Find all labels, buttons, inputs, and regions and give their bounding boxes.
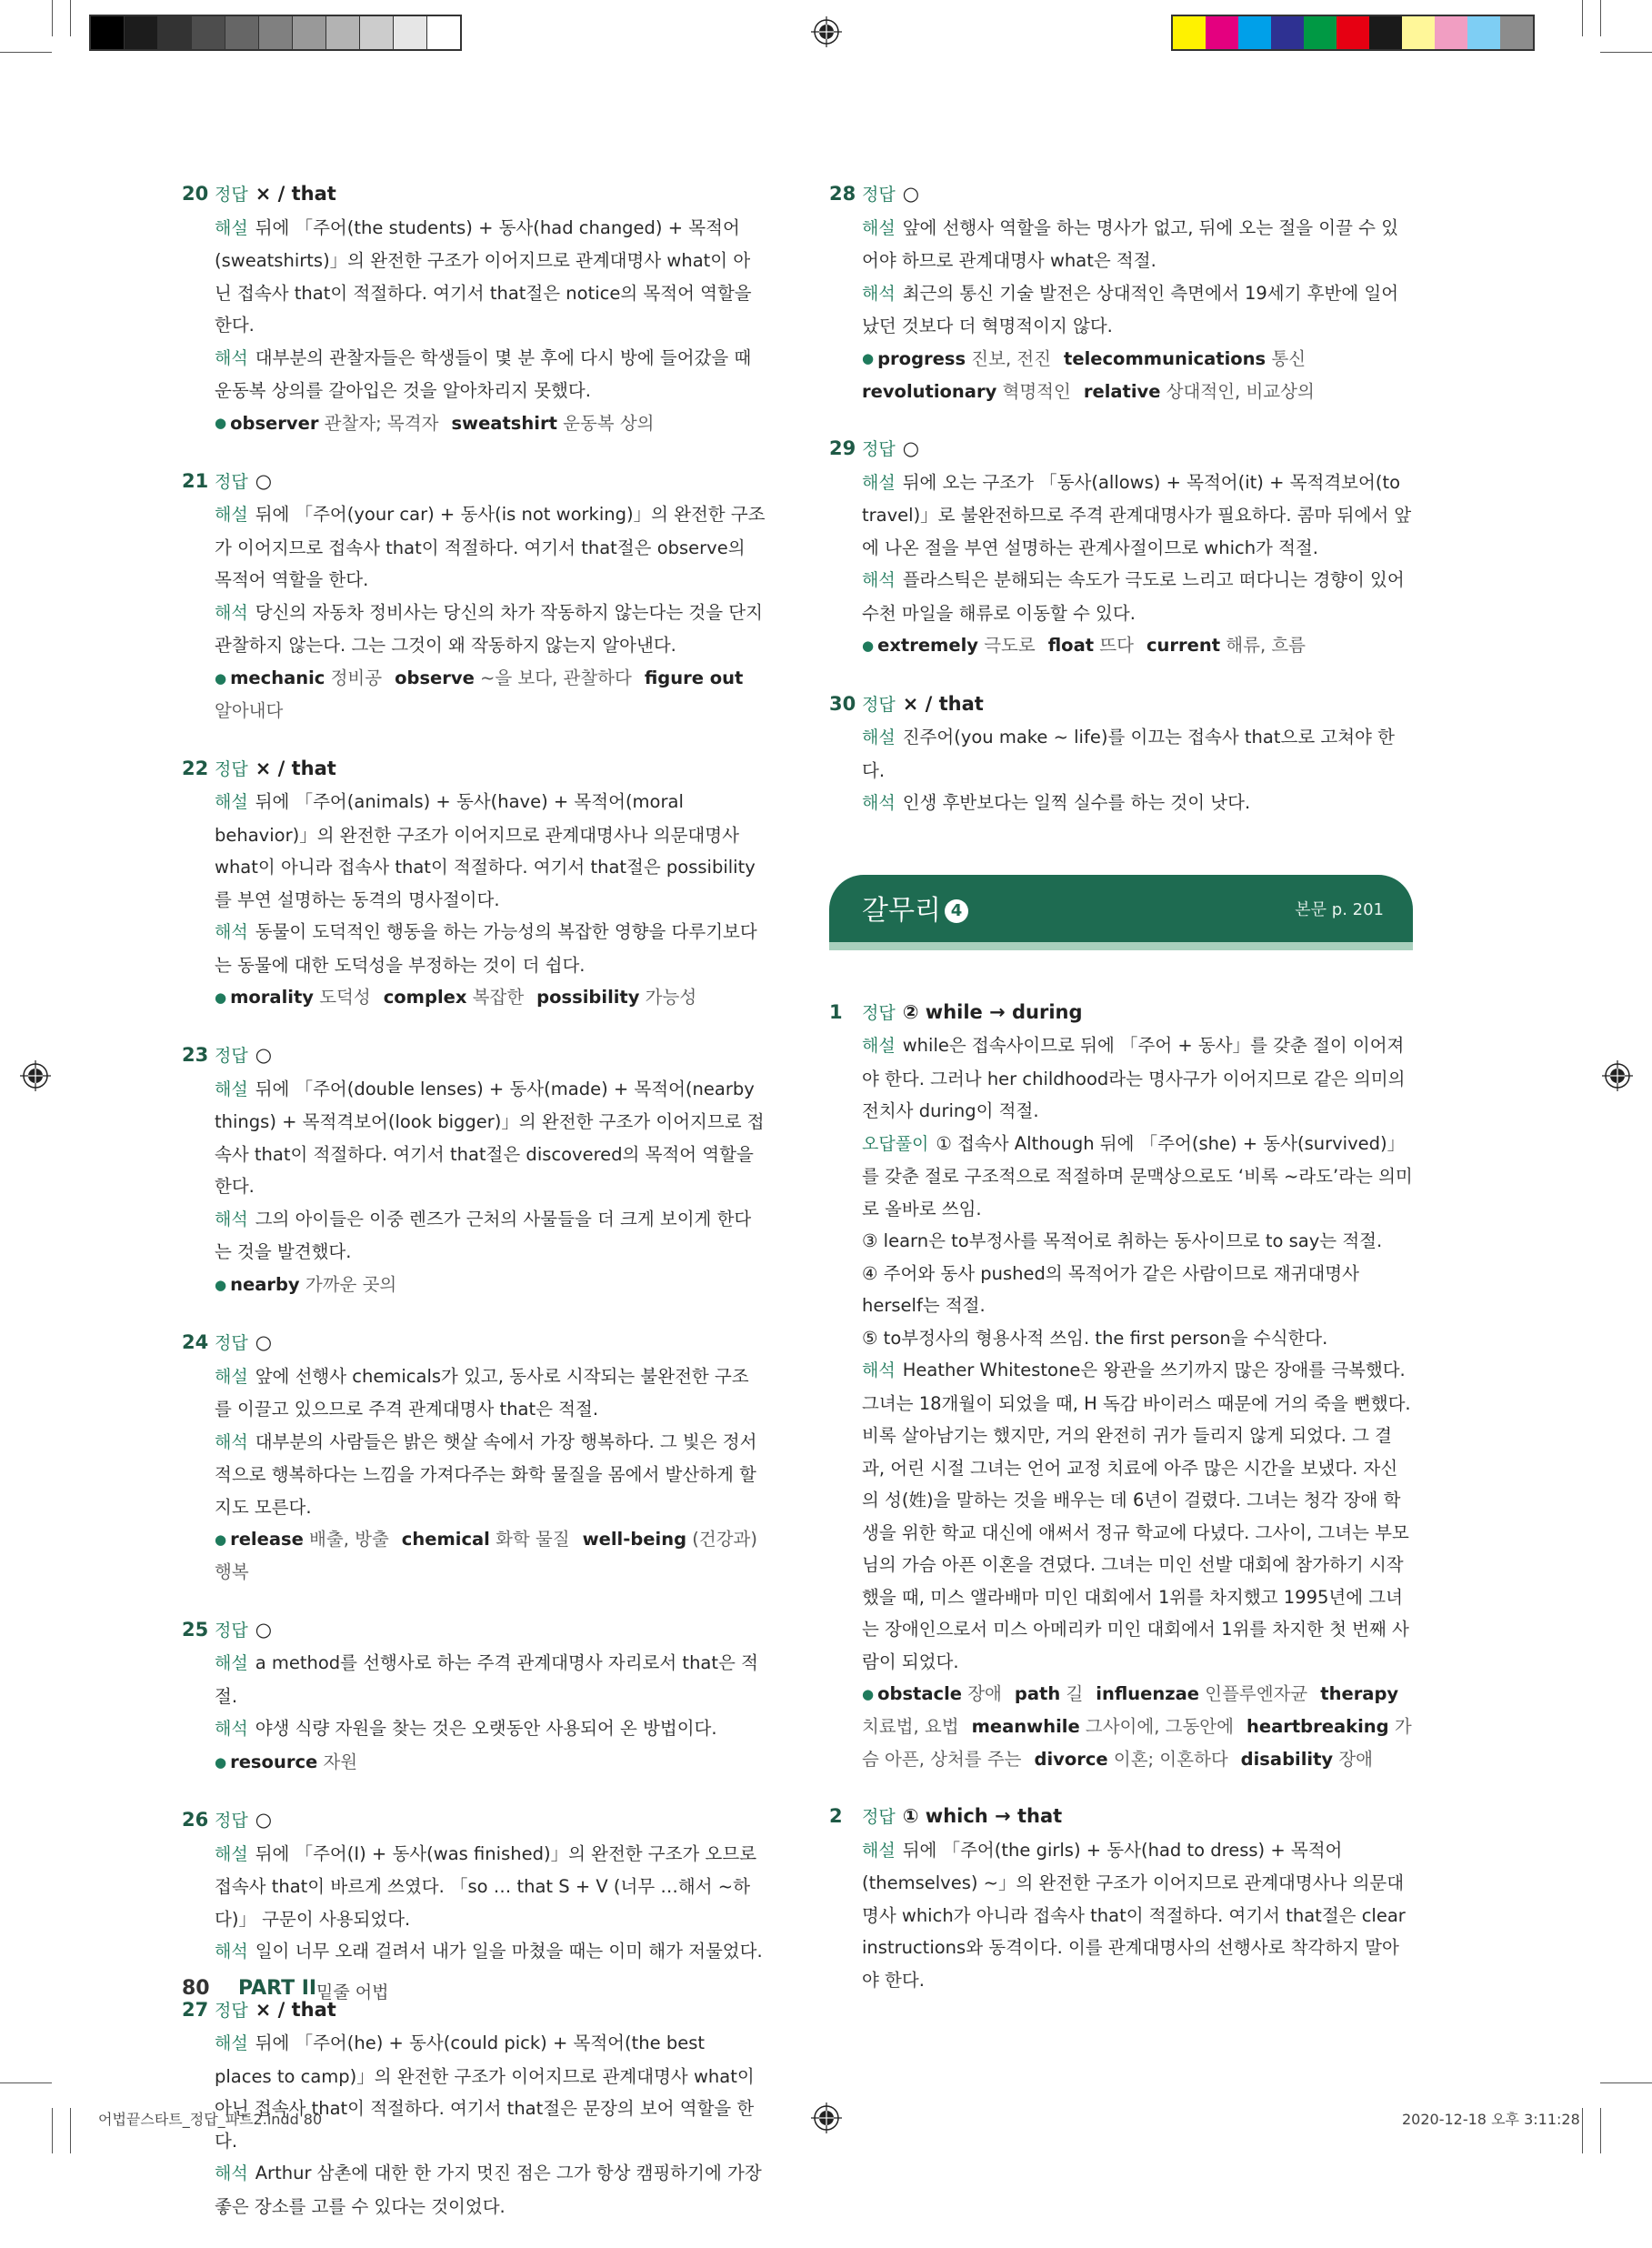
crop-mark <box>70 2108 71 2153</box>
vocab-gloss: 상대적인, 비교상의 <box>1166 380 1315 402</box>
answer-value: ○ <box>902 437 920 460</box>
translation-text: 인생 후반보다는 일찍 실수를 하는 것이 낫다. <box>902 792 1251 813</box>
explanation-label: 해설 <box>215 2033 248 2053</box>
vocab-gloss: 장애 <box>967 1683 1002 1704</box>
explanation-label: 해설 <box>862 1036 896 1056</box>
answer-value: ○ <box>255 1809 273 1831</box>
vocab-word: morality <box>230 987 314 1008</box>
answer-label: 정답 <box>862 1807 896 1828</box>
crop-mark <box>1582 2108 1583 2153</box>
vocab-word: heartbreaking <box>1246 1716 1389 1738</box>
explanation-text: 뒤에 「주어(animals) + 동사(have) + 목적어(moral behavior)」의 완전한 구조가 이어지므로 관계대명사나 의문대명사 what이 아니라 접속사 that이 적절하다. 여기서 that절은 possibility를 부연 설명하는 동격의 명사절이다. <box>215 791 756 910</box>
page-number: 80 <box>182 1977 210 2000</box>
explanation <box>215 786 766 916</box>
review-list <box>829 997 1413 1997</box>
answer-line <box>862 688 1413 722</box>
crop-mark <box>1600 0 1601 36</box>
vocabulary-list <box>862 1678 1413 1775</box>
translation-label: 해석 <box>862 1360 896 1380</box>
vocabulary-list <box>215 981 766 1014</box>
crop-mark <box>1582 0 1583 36</box>
translation-label: 해석 <box>215 602 248 623</box>
wrong-answer-text: ④ 주어와 동사 pushed의 목적어가 같은 사람이므로 재귀대명사 herself는 적절. <box>862 1262 1359 1316</box>
answer-line <box>215 1327 766 1360</box>
wrong-answer-text: ⑤ to부정사의 형용사적 쓰임. the first person을 수식한다. <box>862 1327 1328 1349</box>
wrong-answer-text: ① 접속사 Although 뒤에 「주어(she) + 동사(survived)」를 갖춘 절로 구조적으로 적절하며 문맥상으로도 ‘비록 ~라도’라는 의미로 올바로 쓰임. <box>862 1132 1413 1219</box>
crop-mark <box>1600 2082 1652 2083</box>
vocab-word: float <box>1047 635 1095 657</box>
vocab-word: nearby <box>230 1273 300 1295</box>
left-column <box>182 178 766 2248</box>
answer-label: 정답 <box>215 758 248 779</box>
answer-label: 정답 <box>215 1046 248 1067</box>
crop-mark <box>52 2108 53 2153</box>
vocab-word: path <box>1014 1683 1061 1704</box>
process-color-bar <box>1171 15 1535 51</box>
translation <box>862 787 1413 820</box>
answer-value: ○ <box>255 1618 273 1641</box>
translation-text: 야생 식량 자원을 찾는 것은 오랫동안 사용되어 온 방법이다. <box>255 1718 717 1740</box>
explanation-label: 해설 <box>215 1843 248 1864</box>
vocab-gloss: 이혼; 이혼하다 <box>1113 1748 1228 1770</box>
vocab-word: extremely <box>877 635 978 657</box>
answer-label: 정답 <box>862 694 896 715</box>
translation <box>862 277 1413 343</box>
answer-item <box>829 688 1413 820</box>
explanation <box>215 2027 766 2157</box>
answer-line <box>862 433 1413 467</box>
explanation-label: 해설 <box>862 728 896 748</box>
translation <box>215 597 766 662</box>
translation-label: 해석 <box>215 1719 248 1740</box>
vocab-gloss: 치료법, 요법 <box>862 1716 959 1738</box>
item-number: 27 <box>182 1998 209 2021</box>
translation <box>215 1203 766 1269</box>
color-swatch <box>1238 16 1271 49</box>
vocab-gloss: 혁명적인 <box>1002 380 1071 402</box>
answer-item <box>182 753 766 1015</box>
item-number: 30 <box>829 692 856 715</box>
vocabulary-list <box>215 407 766 440</box>
vocab-gloss: 가능성 <box>645 987 697 1008</box>
explanation <box>862 467 1413 565</box>
translation-text: 플라스틱은 분해되는 속도가 극도로 느리고 떠다니는 경향이 있어 수천 마일을 해류로 이동할 수 있다. <box>862 569 1405 624</box>
explanation <box>862 1029 1413 1128</box>
color-swatch <box>360 16 394 49</box>
vocab-gloss: 진보, 전진 <box>971 347 1052 369</box>
translation <box>215 1935 766 1969</box>
answer-value: × / that <box>255 1998 336 2021</box>
vocab-word: resource <box>230 1751 318 1772</box>
item-number: 29 <box>829 437 856 460</box>
answer-label: 정답 <box>862 439 896 460</box>
explanation-text: 앞에 선행사 역할을 하는 명사가 없고, 뒤에 오는 절을 이끌 수 있어야 하므로 관계대명사 what은 적절. <box>862 216 1399 271</box>
bullet-icon: ● <box>862 1685 875 1702</box>
bullet-icon: ● <box>862 350 875 367</box>
wrong-answer-note <box>862 1225 1413 1258</box>
vocab-gloss: 극도로 <box>984 635 1036 657</box>
vocab-gloss: 배출, 방출 <box>309 1529 389 1550</box>
crop-mark <box>1600 2108 1601 2153</box>
translation-text: 대부분의 관찰자들은 학생들이 몇 분 후에 다시 방에 들어갔을 때 운동복 상의를 갈아입은 것을 알아차리지 못했다. <box>215 346 752 401</box>
answer-line <box>862 1801 1413 1834</box>
answer-item <box>829 178 1413 407</box>
translation-text: Heather Whitestone은 왕관을 쓰기까지 많은 장애를 극복했다. 그녀는 18개월이 되었을 때, H 독감 바이러스 때문에 거의 죽을 뻔했다. 비록 살아남기는 했지만, 거의 완전히 귀가 들리지 않게 되었다. 그 결과, 어린 시절 그녀는 언어 교정 치료에 아주 많은 시간을 보냈다. 자신의 성(姓)을 말하는 것을 배우는 데 6년이 걸렸다. 그녀는 청각 장애 학생을 위한 학교 대신에 애써서 정규 학교에 다녔다. 그사이, 그녀는 부모님의 가슴 아픈 이혼을 견뎠다. 그녀는 미인 선발 대회에 참가하기 시작했을 때, 미스 앨라배마 미인 대회에서 1위를 차지했고 1995년에 그녀는 장애인으로서 미스 아메리카 미인 대회에서 1위를 차지한 첫 번째 사람이 되었다. <box>862 1360 1411 1672</box>
translation-text: 대부분의 사람들은 밝은 햇살 속에서 가장 행복하다. 그 빛은 정서적으로 행복하다는 느낌을 가져다주는 화학 물질을 몸에서 발산하게 할지도 모른다. <box>215 1430 757 1518</box>
item-number: 28 <box>829 183 856 205</box>
color-swatch <box>125 16 158 49</box>
wrong-answer-text: ③ learn은 to부정사를 목적어로 취하는 동사이므로 to say는 적절. <box>862 1230 1383 1251</box>
color-swatch <box>192 16 225 49</box>
answer-label: 정답 <box>215 2000 248 2021</box>
answer-label: 정답 <box>862 185 896 205</box>
item-number: 20 <box>182 183 209 205</box>
item-number: 22 <box>182 757 209 779</box>
answer-line <box>862 997 1413 1030</box>
answer-line <box>215 1804 766 1838</box>
explanation-text: 앞에 선행사 chemicals가 있고, 동사로 시작되는 불완전한 구조를 이끌고 있으므로 주격 관계대명사 that은 적절. <box>215 1365 749 1420</box>
translation-label: 해석 <box>215 922 248 942</box>
vocab-word: possibility <box>536 987 640 1008</box>
answer-label: 정답 <box>215 1811 248 1831</box>
explanation <box>215 498 766 597</box>
answer-item <box>829 1801 1413 1996</box>
answer-item <box>829 997 1413 1776</box>
answer-value: ① which → that <box>902 1805 1063 1828</box>
explanation <box>215 1073 766 1203</box>
explanation <box>215 212 766 342</box>
translation-label: 해석 <box>215 1942 248 1962</box>
slug-date: 2020-12-18 오후 3:11:28 <box>1402 2111 1580 2128</box>
color-swatch <box>158 16 192 49</box>
vocab-gloss: 화학 물질 <box>496 1529 570 1550</box>
grayscale-color-bar <box>89 15 462 51</box>
translation <box>862 564 1413 629</box>
vocabulary-list <box>215 1269 766 1301</box>
translation <box>215 1426 766 1524</box>
vocab-word: mechanic <box>230 667 325 688</box>
answer-item <box>829 433 1413 662</box>
answer-label: 정답 <box>862 1002 896 1023</box>
answer-label: 정답 <box>215 1333 248 1353</box>
vocab-word: obstacle <box>877 1683 963 1704</box>
vocab-gloss: 도덕성 <box>319 987 371 1008</box>
item-number: 1 <box>829 1000 843 1023</box>
color-swatch <box>259 16 293 49</box>
vocabulary-list <box>215 662 766 728</box>
vocab-word: figure out <box>644 667 744 688</box>
translation-text: 일이 너무 오래 걸려서 내가 일을 마쳤을 때는 이미 해가 저물었다. <box>255 1941 763 1962</box>
answer-line <box>215 1039 766 1073</box>
answer-label: 정답 <box>215 1620 248 1641</box>
translation <box>215 916 766 981</box>
vocab-gloss: 관찰자; 목격자 <box>324 412 439 434</box>
part-subtitle: 밑줄 어법 <box>316 1982 389 2002</box>
item-number: 2 <box>829 1805 843 1828</box>
vocab-word: sweatshirt <box>451 412 557 434</box>
answer-item <box>182 1804 766 1969</box>
bullet-icon: ● <box>862 637 875 654</box>
banner-underline <box>829 942 1413 950</box>
bullet-icon: ● <box>215 989 227 1006</box>
vocab-gloss: 길 <box>1066 1683 1084 1704</box>
explanation-label: 해설 <box>862 1840 896 1861</box>
answer-item <box>182 178 766 440</box>
vocab-gloss: 운동복 상의 <box>563 412 655 434</box>
answer-item <box>182 1327 766 1589</box>
color-swatch <box>1206 16 1238 49</box>
explanation-label: 해설 <box>215 505 248 526</box>
explanation-text: 뒤에 「주어(I) + 동사(was finished)」의 완전한 구조가 오므로 접속사 that이 바르게 쓰였다. 「so … that S + V (너무 …해서 ~하다)」 구문이 사용되었다. <box>215 1842 757 1930</box>
translation-label: 해석 <box>215 2163 248 2183</box>
color-swatch <box>91 16 125 49</box>
explanation-text: a method를 선행사로 하는 주격 관계대명사 자리로서 that은 적절. <box>215 1652 758 1707</box>
vocab-gloss: 통신 <box>1271 347 1307 369</box>
wrong-answer-note <box>862 1258 1413 1322</box>
vocab-word: observe <box>395 667 475 688</box>
explanation-label: 해설 <box>862 217 896 238</box>
banner-page-ref: 본문 p. 201 <box>1295 899 1384 919</box>
answer-label: 정답 <box>215 185 248 205</box>
vocab-word: observer <box>230 412 319 434</box>
explanation <box>215 1647 766 1712</box>
vocab-gloss: 가슴 아픈, 상처를 주는 <box>862 1716 1412 1770</box>
crop-mark <box>52 0 53 36</box>
wrong-answer-note <box>862 1322 1413 1355</box>
vocab-gloss: 정비공 <box>330 667 383 688</box>
registration-mark-icon <box>811 16 842 47</box>
vocab-gloss: 그사이에, 그동안에 <box>1085 1716 1234 1738</box>
explanation <box>862 212 1413 277</box>
vocabulary-list <box>862 343 1413 408</box>
color-swatch <box>1500 16 1533 49</box>
explanation-text: 뒤에 「주어(he) + 동사(could pick) + 목적어(the best places to camp)」의 완전한 구조가 이어지므로 관계대명사 what이 아닌 접속사 that이 적절하다. 여기서 that절은 문장의 보어 역할을 한다. <box>215 2032 755 2152</box>
answer-list <box>829 178 1413 820</box>
explanation <box>215 1360 766 1426</box>
translation-label: 해석 <box>862 793 896 813</box>
vocab-gloss: 자원 <box>323 1751 358 1772</box>
bullet-icon: ● <box>215 669 227 687</box>
answer-item <box>182 1039 766 1301</box>
item-number: 23 <box>182 1044 209 1067</box>
explanation-label: 해설 <box>215 1366 248 1387</box>
answer-value: ○ <box>255 1044 273 1067</box>
vocab-word: chemical <box>401 1529 490 1550</box>
explanation-label: 해설 <box>215 1079 248 1099</box>
explanation-label: 해설 <box>215 217 248 238</box>
vocab-word: relative <box>1083 380 1161 402</box>
explanation-label: 해설 <box>215 792 248 812</box>
explanation-text: 뒤에 「주어(double lenses) + 동사(made) + 목적어(nearby things) + 목적격보어(look bigger)」의 완전한 구조가 이어지므로 접속사 that이 적절하다. 여기서 that절은 discovered의 목적어 역할을 한다. <box>215 1078 765 1198</box>
banner-number-badge: 4 <box>945 899 968 923</box>
vocabulary-list <box>862 629 1413 662</box>
answer-item <box>182 466 766 728</box>
explanation-label: 해설 <box>862 472 896 493</box>
explanation <box>215 1838 766 1936</box>
answer-value: ○ <box>255 1331 273 1353</box>
answer-value: × / that <box>255 757 336 779</box>
vocab-gloss: 가까운 곳의 <box>305 1273 397 1295</box>
vocab-word: current <box>1146 635 1221 657</box>
vocabulary-list <box>215 1746 766 1779</box>
translation <box>215 1712 766 1746</box>
vocab-word: revolutionary <box>862 380 997 402</box>
vocabulary-list <box>215 1523 766 1589</box>
answer-value: ② while → during <box>902 1000 1083 1023</box>
vocab-word: telecommunications <box>1064 347 1267 369</box>
color-swatch <box>225 16 259 49</box>
translation <box>862 1354 1413 1678</box>
explanation-label: 해설 <box>215 1653 248 1674</box>
answer-label: 정답 <box>215 471 248 492</box>
registration-mark-icon <box>20 1060 51 1091</box>
crop-mark <box>70 0 71 36</box>
vocab-word: meanwhile <box>971 1716 1080 1738</box>
registration-mark-icon <box>811 2102 842 2133</box>
color-swatch <box>394 16 427 49</box>
explanation <box>862 721 1413 787</box>
translation <box>215 2157 766 2223</box>
vocab-word: divorce <box>1034 1748 1108 1770</box>
explanation-text: 뒤에 오는 구조가 「동사(allows) + 목적어(it) + 목적격보어(to travel)」로 불완전하므로 주격 관계대명사가 필요하다. 콤마 뒤에서 앞에 나온 절을 부연 설명하는 관계사절이므로 which가 적절. <box>862 471 1412 558</box>
banner-title <box>862 888 968 928</box>
wrong-answer-note <box>862 1128 1413 1226</box>
bullet-icon: ● <box>215 415 227 432</box>
right-column <box>829 178 1413 2022</box>
vocab-gloss: 인플루엔자균 <box>1205 1683 1308 1704</box>
color-swatch <box>1271 16 1304 49</box>
color-swatch <box>1337 16 1369 49</box>
part-label: PART II <box>238 1977 317 2000</box>
item-number: 26 <box>182 1809 209 1831</box>
vocab-gloss: 알아내다 <box>215 700 284 721</box>
registration-mark-icon <box>1602 1060 1633 1091</box>
vocab-word: disability <box>1240 1748 1334 1770</box>
vocab-gloss: 뜨다 <box>1099 635 1134 657</box>
vocab-word: therapy <box>1320 1683 1399 1704</box>
answer-line <box>215 1614 766 1648</box>
bullet-icon: ● <box>215 1753 227 1771</box>
answer-value: ○ <box>255 469 273 492</box>
answer-value: × / that <box>255 183 336 205</box>
translation-text: 그의 아이들은 이중 렌즈가 근처의 사물들을 더 크게 보이게 한다는 것을 발견했다. <box>215 1208 752 1263</box>
explanation-text: 진주어(you make ~ life)를 이끄는 접속사 that으로 고쳐야 한다. <box>862 727 1395 781</box>
answer-line <box>215 466 766 499</box>
vocab-word: progress <box>877 347 966 369</box>
color-swatch <box>1467 16 1500 49</box>
color-swatch <box>293 16 326 49</box>
translation <box>215 342 766 407</box>
answer-item <box>182 1614 766 1779</box>
vocab-gloss: 복잡한 <box>472 987 525 1008</box>
item-number: 25 <box>182 1618 209 1641</box>
slug-filename: 어법끝스타트_정답_파트2.indd 80 <box>98 2111 323 2128</box>
translation-label: 해석 <box>215 1209 248 1229</box>
vocab-gloss: (건강과) 행복 <box>215 1529 757 1583</box>
crop-mark <box>0 2082 52 2083</box>
translation-text: Arthur 삼촌에 대한 한 가지 멋진 점은 그가 항상 캠핑하기에 가장 좋은 장소를 고를 수 있다는 것이었다. <box>215 2163 762 2217</box>
translation-label: 해석 <box>862 570 896 591</box>
translation-text: 당신의 자동차 정비사는 당신의 차가 작동하지 않는다는 것을 단지 관찰하지 않는다. 그는 그것이 왜 작동하지 않는지 알아낸다. <box>215 601 763 657</box>
wrong-answer-label: 오답풀이 <box>862 1133 929 1154</box>
vocab-word: well-being <box>582 1529 687 1550</box>
answer-line <box>862 178 1413 212</box>
crop-mark <box>0 52 52 53</box>
item-number: 21 <box>182 469 209 492</box>
color-swatch <box>326 16 360 49</box>
crop-mark <box>1600 52 1652 53</box>
item-number: 24 <box>182 1331 209 1353</box>
color-swatch <box>427 16 460 49</box>
vocab-gloss: 해류, 흐름 <box>1226 635 1307 657</box>
translation-text: 동물이 도덕적인 행동을 하는 가능성의 복잡한 영향을 다루기보다는 동물에 대한 도덕성을 부정하는 것이 더 쉽다. <box>215 921 757 976</box>
color-swatch <box>1304 16 1337 49</box>
explanation-text: 뒤에 「주어(the students) + 동사(had changed) + 목적어(sweatshirts)」의 완전한 구조가 이어지므로 관계대명사 what이 아닌 접속사 that이 적절하다. 여기서 that절은 notice의 목적어 역할을 한다. <box>215 216 752 336</box>
answer-line <box>215 178 766 212</box>
color-swatch <box>1435 16 1467 49</box>
explanation-text: while은 접속사이므로 뒤에 「주어 + 동사」를 갖춘 절이 이어져야 한다. 그러나 her childhood라는 명사구가 이어지므로 같은 의미의 전치사 during이 적절. <box>862 1035 1406 1121</box>
answer-value: ○ <box>902 183 920 205</box>
vocab-word: release <box>230 1529 304 1550</box>
color-swatch <box>1173 16 1206 49</box>
translation-label: 해석 <box>862 283 896 304</box>
translation-label: 해석 <box>215 347 248 368</box>
explanation-text: 뒤에 「주어(the girls) + 동사(had to dress) + 목적어(themselves) ~」의 완전한 구조가 이어지므로 관계대명사나 의문대명사 which가 아니라 접속사 that이 적절하다. 여기서 that절은 clear instructions와 동격이다. 이를 관계대명사의 선행사로 착각하지 말아야 한다. <box>862 1839 1406 1991</box>
bullet-icon: ● <box>215 1530 227 1548</box>
banner-title-text: 갈무리 <box>862 894 941 927</box>
vocab-word: influenzae <box>1096 1683 1200 1704</box>
vocab-word: complex <box>383 987 467 1008</box>
translation-label: 해석 <box>215 1431 248 1452</box>
bullet-icon: ● <box>215 1276 227 1293</box>
vocab-gloss: 장애 <box>1338 1748 1373 1770</box>
translation-text: 최근의 통신 기술 발전은 상대적인 측면에서 19세기 후반에 일어났던 것보다 더 혁명적이지 않다. <box>862 282 1399 336</box>
answer-value: × / that <box>902 692 984 715</box>
color-swatch <box>1402 16 1435 49</box>
explanation <box>862 1834 1413 1997</box>
color-swatch <box>1369 16 1402 49</box>
vocab-gloss: ~을 보다, 관찰하다 <box>480 667 632 688</box>
answer-line <box>215 753 766 787</box>
section-banner <box>829 875 1413 951</box>
explanation-text: 뒤에 「주어(your car) + 동사(is not working)」의 완전한 구조가 이어지므로 접속사 that이 적절하다. 여기서 that절은 observe의 목적어 역할을 한다. <box>215 504 766 591</box>
